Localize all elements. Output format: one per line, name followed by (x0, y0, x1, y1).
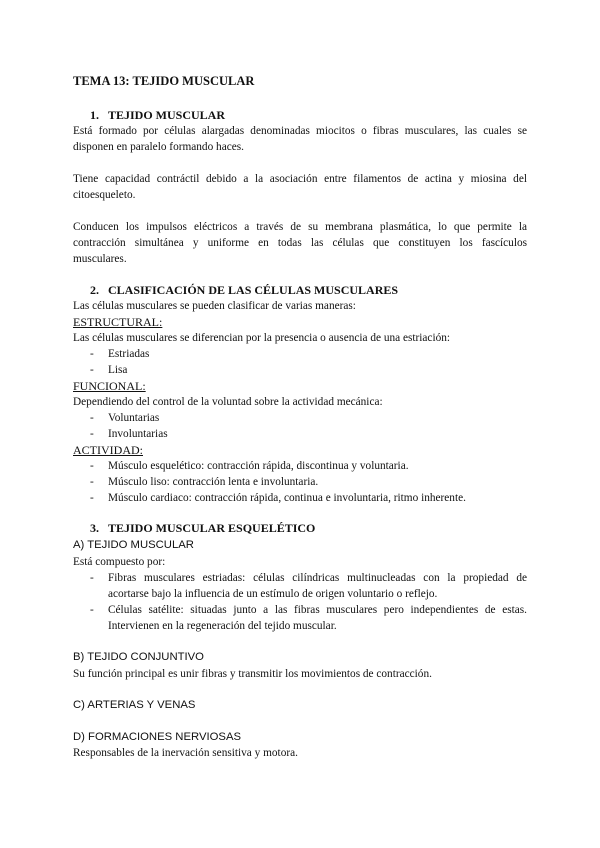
a-item1-line2: acortarse bajo la influencia de un estímulo de origen voluntario o reflejo. (108, 588, 438, 600)
s1-p1-line2: disponen en paralelo formando haces. (73, 141, 244, 153)
a-item2-line1: Células satélite: situadas junto a las fibras musculares pero independientes de estas. (108, 604, 527, 616)
document-title: TEMA 13: TEJIDO MUSCULAR (73, 74, 255, 88)
section-3-number: 3. (90, 521, 99, 535)
subsection-d-text: Responsables de la inervación sensitiva y motora. (73, 747, 298, 759)
section-1-heading (90, 108, 225, 122)
functional-label: FUNCIONAL: (73, 379, 146, 393)
activity-item-cardiac: Músculo cardiaco: contracción rápida, continua e involuntaria, ritmo inherente. (108, 492, 466, 504)
s1-p3-line2: contracción simultánea y uniforme en todas las células que constituyen los fascículos (73, 237, 527, 249)
subsection-b-label: B) TEJIDO CONJUNTIVO (73, 651, 204, 663)
a-item1-line1: Fibras musculares estriadas: células cilíndricas multinucleadas con la propiedad de (108, 572, 527, 584)
s1-p1-line1: Está formado por células alargadas denominadas miocitos o fibras musculares, las cuales se (73, 125, 527, 137)
bullet-marker: - (90, 492, 94, 504)
section-3-title: TEJIDO MUSCULAR ESQUELÉTICO (108, 521, 316, 535)
subsection-c-label: C) ARTERIAS Y VENAS (73, 699, 196, 711)
subsection-b-text: Su función principal es unir fibras y transmitir los movimientos de contracción. (73, 668, 432, 680)
s1-p2-line2: citoesqueleto. (73, 189, 136, 201)
bullet-marker: - (90, 348, 94, 360)
section-2-title: CLASIFICACIÓN DE LAS CÉLULAS MUSCULARES (108, 283, 399, 297)
bullet-marker: - (90, 476, 94, 488)
s1-p3-line3: musculares. (73, 253, 127, 265)
s1-p3-line1: Conducen los impulsos eléctricos a través de su membrana plasmática, lo que permite la (73, 221, 527, 233)
functional-text: Dependiendo del control de la voluntad sobre la actividad mecánica: (73, 396, 383, 408)
section-2-number: 2. (90, 283, 99, 297)
s2-intro: Las células musculares se pueden clasificar de varias maneras: (73, 300, 356, 312)
structural-item-striated: Estriadas (108, 348, 150, 360)
section-1-number: 1. (90, 108, 99, 122)
bullet-marker: - (90, 572, 94, 584)
functional-item-involuntary: Involuntarias (108, 428, 168, 440)
bullet-marker: - (90, 428, 94, 440)
bullet-marker: - (90, 364, 94, 376)
functional-item-voluntary: Voluntarias (108, 412, 160, 424)
a-item2-line2: Intervienen en la regeneración del tejido muscular. (108, 620, 337, 632)
section-1-title: TEJIDO MUSCULAR (108, 108, 226, 122)
s1-p2-line1: Tiene capacidad contráctil debido a la asociación entre filamentos de actina y miosina del (73, 173, 527, 185)
activity-label: ACTIVIDAD: (73, 443, 143, 457)
subsection-a-intro: Está compuesto por: (73, 556, 166, 568)
structural-label: ESTRUCTURAL: (73, 315, 163, 329)
activity-item-skeletal: Músculo esquelético: contracción rápida, discontinua y voluntaria. (108, 460, 409, 472)
activity-item-smooth: Músculo liso: contracción lenta e involuntaria. (108, 476, 319, 488)
structural-item-smooth: Lisa (108, 364, 128, 376)
subsection-a-label: A) TEJIDO MUSCULAR (73, 539, 194, 551)
section-2-heading (90, 283, 398, 297)
subsection-d-label: D) FORMACIONES NERVIOSAS (73, 731, 242, 743)
bullet-marker: - (90, 604, 94, 616)
bullet-marker: - (90, 460, 94, 472)
section-3-heading (90, 521, 315, 535)
bullet-marker: - (90, 412, 94, 424)
structural-text: Las células musculares se diferencian por la presencia o ausencia de una estriación: (73, 332, 451, 344)
